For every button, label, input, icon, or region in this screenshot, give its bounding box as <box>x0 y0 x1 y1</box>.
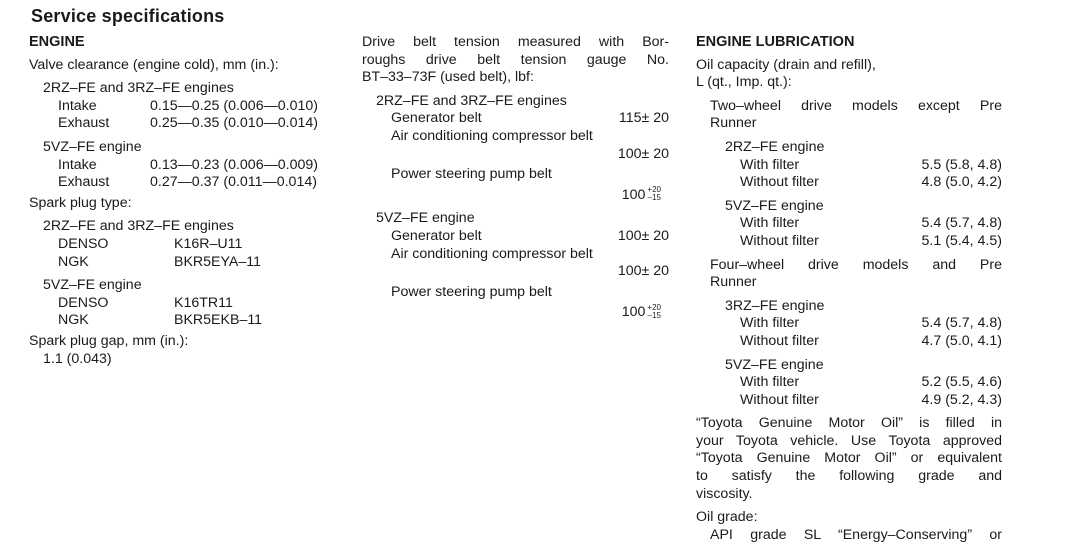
oil-value: 5.1 (5.4, 4.5) <box>921 232 1002 249</box>
spec-row <box>29 254 341 272</box>
belt-row <box>362 110 669 128</box>
belt-intro-line: Drive belt tension measured with Bor- <box>362 34 669 50</box>
tolerance-minus: –15 <box>647 193 661 202</box>
oil-row <box>696 233 1002 251</box>
belt-row <box>362 146 669 164</box>
spark-group-name: 5VZ–FE engine <box>43 277 142 294</box>
spec-value: K16TR11 <box>174 294 233 311</box>
lubrication-heading: ENGINE LUBRICATION <box>696 34 855 50</box>
spec-row <box>29 98 341 116</box>
oil-group-name: 5VZ–FE engine <box>725 356 824 373</box>
oil-grade-line: API grade SL “Energy–Conserving” or <box>710 526 1002 543</box>
spark-plug-type-label: Spark plug type: <box>29 194 132 211</box>
oil-row <box>696 174 1002 192</box>
spec-label: Exhaust <box>58 115 110 132</box>
belt-value: 100± 20 <box>617 145 669 162</box>
belt-intro-line: BT–33–73F (used belt), lbf: <box>362 69 534 86</box>
spec-label: NGK <box>58 253 89 270</box>
belt-row <box>362 263 669 281</box>
four-wd-line: Runner <box>710 274 757 291</box>
engine-column <box>29 34 341 368</box>
oil-group-name: 5VZ–FE engine <box>725 197 824 214</box>
belt-value <box>622 304 661 322</box>
oil-label: With filter <box>740 156 800 173</box>
belt-value-base: 100 <box>621 304 646 321</box>
spec-label: Intake <box>58 97 97 114</box>
capacity-line: Oil capacity (drain and refill), <box>696 56 876 73</box>
tolerance <box>647 304 661 320</box>
spark-gap-label: Spark plug gap, mm (in.): <box>29 332 189 349</box>
oil-label: Without filter <box>740 232 819 249</box>
spec-value: BKR5EKB–11 <box>174 312 263 329</box>
oil-row <box>696 215 1002 233</box>
oil-value: 5.2 (5.5, 4.6) <box>921 374 1002 391</box>
valve-clearance-label: Valve clearance (engine cold), mm (in.): <box>29 56 279 73</box>
belt-row <box>362 228 669 246</box>
oil-label: Without filter <box>740 391 819 408</box>
spec-value: 0.13—0.23 (0.006—0.009) <box>150 156 318 173</box>
oil-value: 4.7 (5.0, 4.1) <box>921 332 1002 349</box>
belt-intro-line: roughs drive belt tension gauge No. <box>362 51 669 68</box>
belt-value: 115± 20 <box>618 110 669 127</box>
note-line: your Toyota vehicle. Use Toyota approved <box>696 432 1002 449</box>
belt-label: Power steering pump belt <box>391 283 552 300</box>
oil-group-name: 3RZ–FE engine <box>725 297 825 314</box>
oil-group-name: 2RZ–FE engine <box>725 138 825 155</box>
valve-group-name: 5VZ–FE engine <box>43 138 142 155</box>
spec-value: BKR5EYA–11 <box>174 253 262 270</box>
spec-value: 0.25—0.35 (0.010—0.014) <box>150 115 318 132</box>
lubrication-column <box>696 34 1002 544</box>
belt-value: 100± 20 <box>617 263 669 280</box>
belt-label: Air conditioning compressor belt <box>391 245 593 262</box>
spec-label: Intake <box>58 156 97 173</box>
two-wd-line: Two–wheel drive models except Pre <box>710 97 1002 114</box>
spec-row <box>29 312 341 330</box>
spec-label: DENSO <box>58 235 109 252</box>
spec-row <box>29 295 341 313</box>
page-title: Service specifications <box>31 6 225 26</box>
valve-group-name: 2RZ–FE and 3RZ–FE engines <box>43 80 234 97</box>
spark-group-name: 2RZ–FE and 3RZ–FE engines <box>43 218 234 235</box>
note-line: “Toyota Genuine Motor Oil” is filled in <box>696 415 1002 432</box>
spec-row <box>29 236 341 254</box>
oil-value: 5.4 (5.7, 4.8) <box>921 315 1002 332</box>
spec-label: NGK <box>58 312 89 329</box>
belt-group-name: 2RZ–FE and 3RZ–FE engines <box>376 92 567 109</box>
tolerance-minus: –15 <box>647 310 661 320</box>
oil-label: Without filter <box>740 174 819 191</box>
belt-value: 100± 20 <box>617 227 669 244</box>
belt-group-name: 5VZ–FE engine <box>376 210 475 227</box>
belt-row <box>362 187 669 205</box>
spec-row <box>29 174 341 192</box>
oil-row <box>696 392 1002 410</box>
oil-value: 4.9 (5.2, 4.3) <box>921 391 1002 408</box>
tolerance-plus: +20 <box>647 302 661 312</box>
oil-row <box>696 333 1002 351</box>
oil-row <box>696 315 1002 333</box>
oil-label: Without filter <box>740 332 819 349</box>
spec-row <box>29 115 341 133</box>
belt-value <box>622 187 661 205</box>
oil-value: 4.8 (5.0, 4.2) <box>921 174 1002 191</box>
belt-label: Generator belt <box>391 227 482 244</box>
belt-value-base: 100 <box>621 186 646 203</box>
spec-row <box>29 157 341 175</box>
spec-value: 0.27—0.37 (0.011—0.014) <box>150 174 317 191</box>
four-wd-line: Four–wheel drive models and Pre <box>710 256 1002 273</box>
spec-value: K16R–U11 <box>174 235 243 252</box>
oil-value: 5.5 (5.8, 4.8) <box>921 156 1002 173</box>
note-line: to satisfy the following grade and <box>696 468 1002 485</box>
note-line: “Toyota Genuine Motor Oil” or equivalent <box>696 450 1002 467</box>
tolerance-plus: +20 <box>647 185 661 194</box>
belt-column <box>362 34 669 322</box>
capacity-line: L (qt., Imp. qt.): <box>696 74 792 91</box>
spark-gap-value: 1.1 (0.043) <box>43 350 112 367</box>
tolerance <box>647 186 661 202</box>
belt-label: Power steering pump belt <box>391 166 552 183</box>
oil-row <box>696 157 1002 175</box>
spec-value: 0.15—0.25 (0.006—0.010) <box>150 97 318 114</box>
oil-label: With filter <box>740 315 800 332</box>
oil-row <box>696 374 1002 392</box>
oil-value: 5.4 (5.7, 4.8) <box>921 215 1002 232</box>
spec-label: DENSO <box>58 294 109 311</box>
spec-label: Exhaust <box>58 174 110 191</box>
oil-label: With filter <box>740 215 800 232</box>
two-wd-line: Runner <box>710 115 757 132</box>
oil-label: With filter <box>740 374 800 391</box>
note-line: viscosity. <box>696 485 753 502</box>
engine-heading: ENGINE <box>29 34 85 50</box>
oil-grade-label: Oil grade: <box>696 509 758 526</box>
belt-label: Air conditioning compressor belt <box>391 127 593 144</box>
belt-label: Generator belt <box>391 110 482 127</box>
belt-row <box>362 304 669 322</box>
